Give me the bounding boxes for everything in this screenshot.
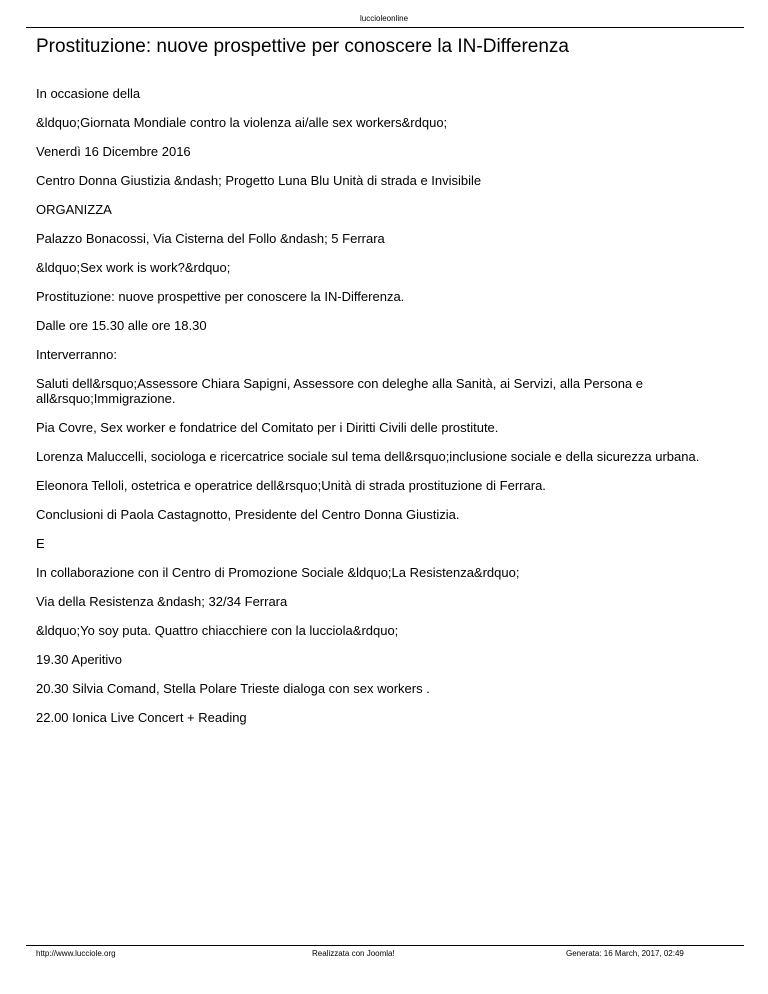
paragraph: Saluti dell&rsquo;Assessore Chiara Sapigni, Assessore con deleghe alla Sanità, ai Servizi, alla Persona e all&rsquo;Immigrazione.	[36, 376, 644, 406]
paragraph: Venerdì 16 Dicembre 2016	[36, 144, 191, 159]
paragraph: Lorenza Maluccelli, sociologa e ricercatrice sociale sul tema dell&rsquo;inclusione sociale e della sicurezza urbana.	[36, 449, 700, 464]
paragraph: In collaborazione con il Centro di Promozione Sociale &ldquo;La Resistenza&rdquo;	[36, 565, 520, 580]
paragraph: 20.30 Silvia Comand, Stella Polare Trieste dialoga con sex workers .	[36, 681, 430, 696]
footer-powered-by: Realizzata con Joomla!	[312, 949, 395, 958]
paragraph: &ldquo;Sex work is work?&rdquo;	[36, 260, 231, 275]
paragraph: Palazzo Bonacossi, Via Cisterna del Follo &ndash; 5 Ferrara	[36, 231, 385, 246]
footer-url: http://www.lucciole.org	[36, 949, 116, 958]
paragraph: &ldquo;Yo soy puta. Quattro chiacchiere con la lucciola&rdquo;	[36, 623, 399, 638]
article-title: Prostituzione: nuove prospettive per conoscere la IN-Differenza	[36, 36, 569, 57]
paragraph: Dalle ore 15.30 alle ore 18.30	[36, 318, 207, 333]
paragraph: &ldquo;Giornata Mondiale contro la violenza ai/alle sex workers&rdquo;	[36, 115, 448, 130]
site-name: luccioleonline	[359, 14, 409, 23]
paragraph: Conclusioni di Paola Castagnotto, Presidente del Centro Donna Giustizia.	[36, 507, 460, 522]
paragraph: In occasione della	[36, 86, 141, 101]
paragraph: 19.30 Aperitivo	[36, 652, 123, 667]
paragraph: E	[36, 536, 45, 551]
paragraph: ORGANIZZA	[36, 202, 112, 217]
paragraph: Pia Covre, Sex worker e fondatrice del Comitato per i Diritti Civili delle prostitute.	[36, 420, 499, 435]
paragraph: Interverranno:	[36, 347, 117, 362]
footer-generated-date: Generata: 16 March, 2017, 02:49	[566, 949, 684, 958]
paragraph: Prostituzione: nuove prospettive per conoscere la IN-Differenza.	[36, 289, 405, 304]
paragraph: Centro Donna Giustizia &ndash; Progetto Luna Blu Unità di strada e Invisibile	[36, 173, 482, 188]
article-body	[36, 86, 736, 739]
paragraph: Eleonora Telloli, ostetrica e operatrice dell&rsquo;Unità di strada prostituzione di Ferrara.	[36, 478, 546, 493]
footer-divider	[26, 945, 744, 946]
header-divider	[26, 27, 744, 28]
paragraph: 22.00 Ionica Live Concert + Reading	[36, 710, 247, 725]
paragraph: Via della Resistenza &ndash; 32/34 Ferrara	[36, 594, 288, 609]
